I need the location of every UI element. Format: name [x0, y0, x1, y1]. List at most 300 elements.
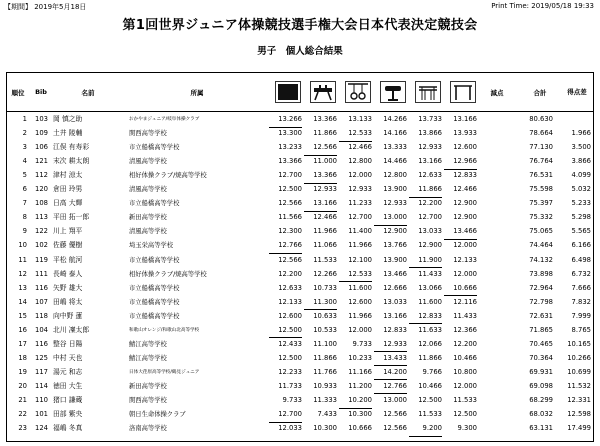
results-table	[6, 72, 594, 442]
gap-cell: 3.500	[571, 143, 591, 152]
score-cell: 12.300	[278, 227, 302, 236]
score-cell: 12.833	[383, 325, 407, 334]
score-cell: 12.066	[418, 339, 442, 348]
gap-cell: 11.532	[567, 381, 591, 390]
bib-cell: 101	[35, 410, 48, 419]
bib-cell: 122	[35, 227, 48, 236]
score-cell: 12.366	[453, 325, 477, 334]
gap-cell: 7.999	[571, 311, 591, 320]
score-cell: 12.000	[348, 325, 372, 334]
rank-cell: 8	[22, 213, 27, 222]
gap-cell: 8.765	[571, 325, 591, 334]
total-cell: 70.364	[529, 353, 553, 362]
score-cell: 12.116	[453, 297, 477, 306]
bib-cell: 111	[35, 269, 48, 278]
score-cell: 11.166	[348, 367, 372, 376]
rank-cell: 18	[18, 353, 27, 362]
score-cell: 11.300	[304, 296, 337, 311]
total-cell: 75.397	[529, 199, 553, 208]
score-cell: 12.900	[453, 213, 477, 222]
score-cell: 12.500	[278, 185, 302, 194]
score-cell: 13.733	[418, 115, 442, 123]
score-cell: 12.600	[348, 297, 372, 306]
score-cell: 13.766	[383, 241, 407, 250]
gap-cell: 10.699	[567, 367, 591, 376]
team-cell: 新田高等学校	[129, 214, 167, 222]
score-cell: 12.900	[453, 199, 477, 208]
name-cell: 佐藤 優樹	[53, 241, 83, 250]
rank-cell: 6	[22, 185, 27, 194]
gap-cell: 10.165	[567, 339, 591, 348]
score-cell: 12.633	[418, 171, 442, 180]
total-cell: 72.798	[529, 297, 553, 306]
header-divider	[7, 111, 593, 112]
table-row	[7, 296, 593, 310]
gap-cell: 12.331	[567, 396, 591, 404]
score-cell: 10.300	[313, 424, 337, 433]
score-cell: 12.500	[418, 396, 442, 404]
score-cell: 12.933	[313, 185, 337, 194]
total-cell: 72.631	[529, 311, 553, 320]
score-cell: 11.433	[453, 311, 477, 320]
vault-icon	[380, 81, 406, 103]
score-cell: 12.133	[278, 297, 302, 306]
name-cell: 岡 慎之助	[53, 115, 83, 123]
score-cell: 13.166	[453, 115, 477, 123]
score-cell: 12.900	[383, 227, 407, 236]
score-cell: 13.333	[383, 143, 407, 152]
rank-cell: 21	[18, 396, 27, 404]
table-row	[7, 197, 593, 211]
table-row	[7, 338, 593, 352]
name-cell: 田嶋 将太	[53, 297, 83, 306]
score-cell: 12.933	[348, 185, 372, 194]
gap-cell: 6.166	[571, 241, 591, 250]
rank-cell: 5	[22, 171, 27, 180]
score-cell: 11.966	[348, 311, 372, 320]
floor-icon	[275, 81, 301, 103]
gap-cell: 6.498	[571, 255, 591, 264]
gap-cell: 5.233	[571, 199, 591, 208]
score-cell: 12.533	[339, 268, 372, 283]
score-cell: 13.900	[383, 185, 407, 194]
score-cell: 13.000	[374, 211, 407, 226]
score-cell: 10.466	[418, 381, 442, 390]
rank-cell: 15	[18, 311, 27, 320]
score-cell: 12.200	[278, 269, 302, 278]
bib-cell: 117	[35, 367, 48, 376]
total-cell: 75.332	[529, 213, 553, 222]
rank-cell: 1	[22, 115, 27, 123]
col-gap-header: 得点差	[567, 88, 587, 96]
page-title: 第1回世界ジュニア体操競技選手権大会日本代表決定競技会	[122, 18, 478, 33]
rank-cell: 19	[18, 367, 27, 376]
score-cell: 11.866	[418, 353, 442, 362]
table-row	[7, 324, 593, 338]
score-cell: 12.600	[453, 143, 477, 152]
gap-cell: 10.266	[567, 353, 591, 362]
score-cell: 10.200	[339, 394, 372, 409]
score-cell: 13.433	[374, 352, 407, 367]
score-cell: 12.566	[383, 424, 407, 433]
team-cell: 鯖江高等学校	[129, 354, 167, 362]
score-cell: 13.033	[418, 227, 442, 236]
score-cell: 12.566	[304, 141, 337, 156]
table-row	[7, 155, 593, 169]
score-cell: 12.500	[269, 324, 302, 339]
table-row	[7, 239, 593, 253]
score-cell: 12.600	[278, 311, 302, 320]
gap-cell: 1.966	[571, 129, 591, 138]
score-cell: 11.233	[348, 199, 372, 208]
score-cell: 10.733	[313, 283, 337, 292]
name-cell: 猪口 謙蔵	[53, 396, 83, 404]
name-cell: 徳田 大生	[53, 381, 83, 390]
total-cell: 71.865	[529, 325, 553, 334]
score-cell: 9.733	[352, 339, 372, 348]
total-cell: 74.464	[529, 241, 553, 250]
score-cell: 13.366	[278, 157, 302, 166]
col-team-header: 所属	[190, 88, 204, 97]
score-cell: 13.033	[383, 297, 407, 306]
rank-cell: 16	[18, 325, 27, 334]
score-cell: 13.166	[418, 157, 442, 166]
team-cell: 市立船橋高等学校	[129, 256, 180, 264]
table-row	[7, 394, 593, 408]
name-cell: 江俣 有寿彩	[53, 143, 90, 152]
score-cell: 12.000	[453, 241, 477, 250]
score-cell: 10.466	[453, 353, 477, 362]
bib-cell: 116	[35, 283, 48, 292]
name-cell: 長崎 泰人	[53, 269, 83, 278]
name-cell: 倉田 玲男	[53, 185, 83, 194]
score-cell: 12.533	[339, 127, 372, 142]
rank-cell: 7	[22, 199, 27, 208]
score-cell: 12.466	[453, 185, 477, 194]
score-cell: 10.666	[348, 424, 372, 433]
score-cell: 10.800	[453, 367, 477, 376]
name-cell: 矢野 雄大	[53, 283, 83, 292]
team-cell: 相好体操クラブ/焼高等学校	[129, 172, 207, 180]
score-cell: 9.766	[422, 367, 442, 376]
score-cell: 12.466	[313, 213, 337, 222]
total-cell: 69.931	[529, 367, 553, 376]
name-cell: 土井 陵輔	[53, 129, 83, 138]
score-cell: 11.433	[418, 269, 442, 278]
total-cell: 80.630	[529, 115, 553, 123]
score-cell: 11.966	[313, 227, 337, 236]
score-cell: 11.733	[278, 381, 302, 390]
score-cell: 12.766	[269, 239, 302, 254]
total-cell: 78.664	[529, 129, 553, 138]
team-cell: 関西高等学校	[129, 130, 167, 138]
rank-cell: 23	[18, 424, 27, 433]
score-cell: 10.233	[348, 353, 372, 362]
score-cell: 13.300	[278, 129, 302, 138]
score-cell: 10.533	[313, 325, 337, 334]
team-cell: 清風高等学校	[129, 158, 167, 166]
score-cell: 13.900	[383, 255, 407, 264]
table-row	[7, 169, 593, 183]
bib-cell: 103	[35, 115, 48, 123]
table-row	[7, 183, 593, 197]
score-cell: 12.500	[278, 353, 302, 362]
page-subtitle: 男子 個人総合結果	[257, 46, 343, 57]
bib-cell: 125	[35, 353, 48, 362]
rank-cell: 4	[22, 157, 27, 166]
high-bar-icon	[450, 81, 476, 103]
score-cell: 11.200	[348, 381, 372, 390]
score-cell: 11.900	[409, 254, 442, 269]
rank-cell: 17	[18, 339, 27, 348]
score-cell: 11.966	[348, 241, 372, 250]
parallel-bars-icon	[415, 81, 441, 103]
gap-cell	[557, 113, 591, 127]
score-cell: 12.200	[453, 339, 477, 348]
score-cell: 12.800	[348, 157, 372, 166]
score-cell: 9.300	[457, 424, 477, 433]
score-cell: 12.000	[453, 381, 477, 390]
team-cell: 日体大荏原高等学校/鶴見ジュニア	[129, 369, 200, 375]
pommel-horse-icon	[310, 81, 336, 103]
score-cell: 12.700	[278, 171, 302, 180]
score-cell: 13.133	[348, 115, 372, 123]
gap-cell: 7.832	[571, 297, 591, 306]
rank-cell: 10	[18, 241, 27, 250]
team-cell: 市立船橋高等学校	[129, 200, 180, 208]
rank-cell: 20	[18, 381, 27, 390]
rank-cell: 12	[18, 269, 27, 278]
score-cell: 12.833	[453, 171, 477, 180]
period-label: 【期間】 2019年5月18日	[4, 3, 87, 11]
bib-cell: 116	[35, 339, 48, 348]
score-cell: 13.933	[453, 129, 477, 138]
name-cell: 整谷 日陽	[53, 339, 83, 348]
score-cell: 10.633	[313, 311, 337, 320]
total-cell: 72.964	[529, 283, 553, 292]
bib-cell: 121	[35, 157, 48, 166]
score-cell: 10.933	[313, 381, 337, 390]
rank-cell: 2	[22, 129, 27, 138]
score-cell: 12.766	[374, 380, 407, 395]
rank-cell: 9	[22, 227, 27, 236]
name-cell: 福嶋 冬真	[53, 424, 83, 433]
score-cell: 11.766	[313, 367, 337, 376]
team-cell: 朝日生命体操クラブ	[129, 411, 186, 419]
bib-cell: 107	[35, 297, 48, 306]
score-cell: 12.233	[278, 367, 302, 376]
score-cell: 12.000	[453, 269, 477, 278]
total-cell: 76.764	[529, 157, 553, 166]
score-cell: 14.166	[383, 129, 407, 138]
score-cell: 12.266	[313, 269, 337, 278]
score-cell: 12.000	[348, 171, 372, 180]
score-cell: 12.466	[348, 143, 372, 152]
score-cell: 11.533	[418, 410, 442, 419]
score-cell: 12.200	[418, 199, 442, 208]
score-cell: 14.266	[383, 115, 407, 123]
team-cell: 相好体操クラブ/焼高等学校	[129, 270, 207, 278]
bib-cell: 120	[35, 185, 48, 194]
total-cell: 70.465	[529, 339, 553, 348]
bib-cell: 124	[35, 424, 48, 433]
team-cell: 洛南高等学校	[129, 425, 167, 433]
score-cell: 12.700	[269, 408, 302, 423]
score-cell: 13.066	[418, 283, 442, 292]
bib-cell: 118	[35, 311, 48, 320]
table-row	[7, 422, 593, 436]
table-row	[7, 268, 593, 282]
team-cell: 市立船橋高等学校	[129, 144, 180, 152]
table-row	[7, 254, 593, 268]
rings-icon	[345, 81, 371, 103]
gap-cell: 5.565	[571, 227, 591, 236]
score-cell: 11.600	[348, 283, 372, 292]
bib-cell: 102	[35, 241, 48, 250]
gap-cell: 12.598	[567, 410, 591, 419]
score-cell: 12.933	[383, 199, 407, 208]
score-cell: 12.133	[453, 255, 477, 264]
table-row	[7, 352, 593, 366]
gap-cell: 7.666	[571, 283, 591, 292]
bib-cell: 109	[35, 129, 48, 138]
score-cell: 10.300	[348, 410, 372, 419]
table-row	[7, 408, 593, 422]
col-total-header: 合計	[533, 88, 547, 97]
score-cell: 13.166	[383, 311, 407, 320]
gap-cell: 5.298	[571, 213, 591, 222]
score-cell: 12.666	[383, 283, 407, 292]
score-cell: 12.900	[418, 241, 442, 250]
table-row	[7, 310, 593, 324]
score-cell: 11.866	[313, 129, 337, 138]
score-cell: 12.433	[278, 339, 302, 348]
team-cell: 埼玉栄高等学校	[129, 242, 174, 250]
score-cell: 7.433	[317, 410, 337, 419]
score-cell: 14.466	[383, 157, 407, 166]
score-cell: 12.033	[278, 424, 302, 433]
gap-cell: 4.099	[571, 171, 591, 180]
score-cell: 11.533	[313, 255, 337, 264]
team-cell: 市立船橋高等学校	[129, 298, 180, 306]
name-cell: 湯元 和志	[53, 367, 83, 376]
score-cell: 13.466	[444, 225, 477, 240]
score-cell: 12.633	[278, 283, 302, 292]
score-cell: 11.533	[453, 396, 477, 404]
total-cell: 76.531	[529, 171, 553, 180]
team-cell: 清風高等学校	[129, 186, 167, 194]
bib-cell: 114	[35, 381, 48, 390]
score-cell: 12.933	[374, 338, 407, 353]
table-row	[7, 113, 593, 127]
score-cell: 12.933	[418, 143, 442, 152]
bib-cell: 112	[35, 171, 48, 180]
score-cell: 11.633	[418, 325, 442, 334]
total-cell: 77.130	[529, 143, 553, 152]
name-cell: 末次 耕太朗	[53, 157, 90, 166]
score-cell: 11.000	[313, 157, 337, 166]
table-row	[7, 211, 593, 225]
team-cell: 市立船橋高等学校	[129, 284, 180, 292]
table-row	[7, 141, 593, 155]
score-cell: 12.966	[444, 155, 477, 170]
team-cell: 鯖江高等学校	[129, 340, 167, 348]
table-row	[7, 380, 593, 394]
print-time: Print Time: 2019/05/18 19:33	[491, 2, 594, 10]
name-cell: 田部 紫央	[53, 410, 83, 419]
score-cell: 11.400	[348, 227, 372, 236]
rank-cell: 11	[18, 255, 27, 264]
team-cell: 新田高等学校	[129, 382, 167, 390]
score-cell: 13.466	[383, 269, 407, 278]
score-cell: 14.200	[374, 366, 407, 381]
team-cell: 和歌山オレンジ/和歌山北高等学校	[129, 327, 200, 333]
score-cell: 13.166	[304, 197, 337, 212]
score-cell: 12.566	[383, 410, 407, 419]
score-cell: 11.066	[313, 241, 337, 250]
total-cell: 74.132	[529, 255, 553, 264]
total-cell: 68.032	[529, 410, 553, 419]
score-cell: 11.866	[409, 183, 442, 198]
gap-cell: 3.866	[571, 157, 591, 166]
gap-cell: 17.499	[567, 424, 591, 433]
total-cell: 63.131	[529, 424, 553, 433]
score-cell: 11.100	[313, 339, 337, 348]
score-cell: 13.266	[269, 113, 302, 128]
table-row	[7, 282, 593, 296]
score-cell: 12.800	[383, 171, 407, 180]
total-cell: 75.598	[529, 185, 553, 194]
rank-cell: 22	[18, 410, 27, 419]
score-cell: 11.566	[278, 213, 302, 222]
table-row	[7, 127, 593, 141]
rank-cell: 13	[18, 283, 27, 292]
rank-cell: 14	[18, 297, 27, 306]
score-cell: 11.866	[313, 353, 337, 362]
score-cell: 12.566	[278, 255, 302, 264]
gap-cell: 6.732	[571, 269, 591, 278]
score-cell: 13.366	[304, 169, 337, 184]
total-cell: 75.065	[529, 227, 553, 236]
col-name-header: 名前	[81, 88, 95, 97]
score-cell: 12.566	[278, 199, 302, 208]
score-cell: 12.700	[348, 213, 372, 222]
score-cell: 9.733	[282, 396, 302, 404]
col-deduction-header: 減点	[490, 88, 504, 97]
score-cell: 12.500	[453, 410, 477, 419]
team-cell: 関西高等学校	[129, 397, 167, 404]
name-cell: 平松 航河	[53, 255, 83, 264]
col-rank-header: 順位	[11, 88, 25, 97]
bib-cell: 119	[35, 255, 48, 264]
bib-cell: 104	[35, 325, 48, 334]
name-cell: 津村 涼太	[53, 171, 83, 180]
bib-cell: 106	[35, 143, 48, 152]
score-cell: 11.600	[418, 297, 442, 306]
score-cell: 9.200	[409, 422, 442, 437]
name-cell: 向中野 蓮	[53, 311, 83, 320]
total-cell: 73.898	[529, 269, 553, 278]
score-cell: 12.833	[409, 310, 442, 325]
table-row	[7, 225, 593, 239]
score-cell: 12.100	[348, 255, 372, 264]
score-cell: 13.233	[278, 143, 302, 152]
score-cell: 10.666	[444, 282, 477, 297]
total-cell: 68.299	[529, 396, 553, 404]
score-cell: 12.700	[418, 213, 442, 222]
name-cell: 北川 凜太郎	[53, 325, 90, 334]
team-cell: 清風高等学校	[129, 228, 167, 236]
